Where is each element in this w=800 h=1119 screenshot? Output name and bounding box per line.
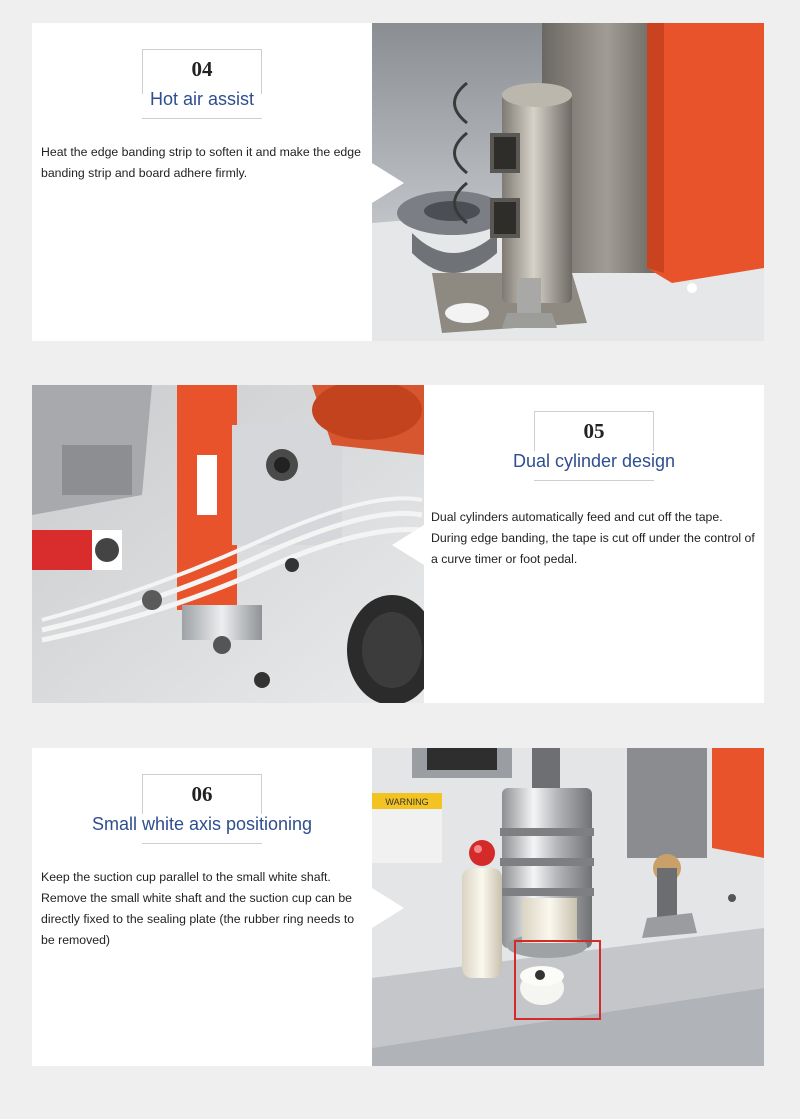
section-04-text — [32, 23, 372, 341]
section-06-text — [32, 748, 372, 1066]
small-white-axis-photo — [372, 748, 764, 1066]
section-05-text — [424, 385, 764, 703]
feature-section-05 — [32, 385, 764, 703]
section-06-number: 06 — [191, 782, 213, 806]
feature-section-04 — [32, 23, 764, 341]
section-05-heading-box — [512, 411, 676, 481]
section-06-title: Small white axis positioning — [91, 814, 313, 834]
hot-air-assist-photo — [372, 23, 764, 341]
feature-section-06 — [32, 748, 764, 1066]
warning-label-graphic — [372, 793, 442, 863]
section-04-description: Heat the edge banding strip to soften it and make the edge banding strip and board adhere firmly. — [41, 145, 361, 180]
dual-cylinder-photo — [32, 385, 424, 703]
section-06-description: Keep the suction cup parallel to the small white shaft. Remove the small white shaft and the suction cup can be directly fixed to the sealing plate (the rubber ring needs to be removed) — [41, 870, 355, 947]
section-05-pointer — [392, 525, 424, 565]
section-04-pointer — [372, 163, 404, 203]
section-04-title: Hot air assist — [149, 89, 255, 109]
section-06-pointer — [372, 888, 404, 928]
section-06-heading-box — [91, 774, 313, 844]
section-05-description: Dual cylinders automatically feed and cut off the tape. During edge banding, the tape is cut off under the control of a curve timer or foot pedal. — [431, 510, 755, 566]
section-04-number: 04 — [191, 57, 213, 81]
section-05-title: Dual cylinder design — [512, 451, 676, 471]
warning-label-text: WARNING — [385, 797, 429, 807]
section-04-heading-box — [142, 49, 262, 119]
section-05-number: 05 — [583, 419, 605, 443]
